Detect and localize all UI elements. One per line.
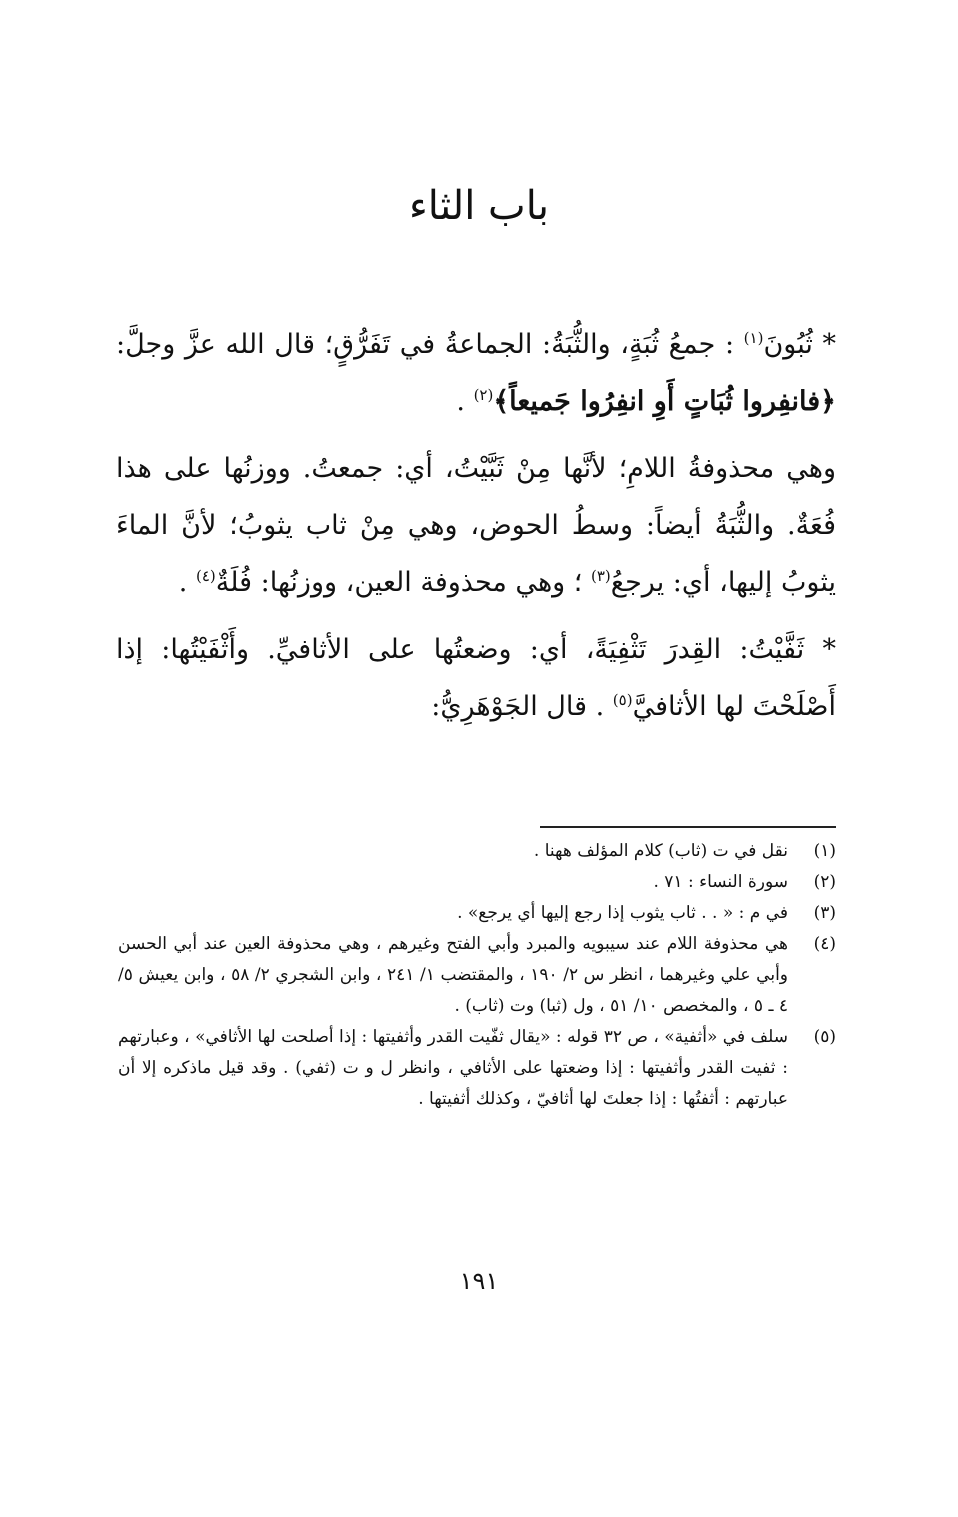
entry-text: : جمعُ ثُبَةٍ، والثُّبَةُ: الجماعةُ في تَفَرُّقٍ؛ قال الله عزَّ وجلَّ:	[116, 329, 744, 360]
page-number: ١٩١	[459, 1267, 499, 1295]
entry-text: * ثَفَّيْتُ: القِدرَ تَثْفِيَةً، أي: وضعتُها على الأثافيِّ. وأَثْفَيْتُها: إذا أَصْلَحْتَ لها الأثافيَّ	[116, 634, 836, 722]
footnotes	[118, 836, 836, 1115]
footnote-ref-2[interactable]: (٢)	[473, 386, 494, 404]
entry-end: .	[178, 567, 196, 598]
footnote-text: سلف في «أثفية» ، ص ٣٢ قوله : «يقال ثفّيت القدر وأثفيتها : إذا أصلحت لها الأثافي» ، وعبارتهم : ثفيت القدر وأثفيتها : إذا وضعتها على الأثافي ، وانظر ل و ت (ثفي) . وقد قيل ماذكره إلا أن عبارتهم : أثفتُها : إذا جعلتَ لها أثافيّ ، وكذلك أثفيتها .	[118, 1027, 788, 1109]
footnote	[118, 867, 836, 898]
quran-quote: ﴿فانفِروا ثُبَاتٍ أَوِ انفِرُوا جَميعاً﴾	[493, 386, 836, 417]
footnote-ref-3[interactable]: (٣)	[590, 567, 611, 585]
footnote-ref-5[interactable]: (٥)	[612, 691, 633, 709]
footnote	[118, 1022, 836, 1115]
footnote-ref-1[interactable]: (١)	[743, 329, 764, 347]
footnote-text: نقل في ت (ثاب) كلام المؤلف ههنا .	[533, 841, 788, 861]
footnote-number: (٤)	[813, 934, 836, 954]
entry-text: وهي محذوفةُ اللامِ؛ لأنَّها مِنْ ثَبَّيْتُ، أي: جمعتُ. ووزنُها على هذا فُعَةٌ. والثُّبَةُ أيضاً: وسطُ الحوض، وهي مِنْ ثاب يثوبُ؛ لأنَّ الماءَ يثوبُ إليها، أي: يرجعُ	[116, 453, 836, 598]
entry-thaffaytu	[116, 621, 836, 735]
footnote-text: سورة النساء : ٧١ .	[653, 872, 788, 892]
entry-text: ؛ وهي محذوفة العين، ووزنُها: فُلَةٌ	[215, 567, 591, 598]
footnote-number: (٣)	[813, 903, 836, 923]
chapter-title: باب الثاء	[408, 183, 550, 229]
entry-headword: * ثُبُونَ	[763, 329, 836, 360]
footnote	[118, 898, 836, 929]
footnote	[118, 836, 836, 867]
footnote-number: (٢)	[813, 872, 836, 892]
footnote-text: في م : « . . ثاب يثوب إذا رجع إليها أي يرجع» .	[457, 903, 788, 923]
main-text	[116, 316, 836, 735]
footnote-number: (٥)	[813, 1027, 836, 1047]
footnote	[118, 929, 836, 1022]
footnote-separator	[540, 826, 836, 828]
entry-end: .	[456, 386, 474, 417]
footnote-number: (١)	[813, 841, 836, 861]
footnote-ref-4[interactable]: (٤)	[195, 567, 216, 585]
footnote-text: هي محذوفة اللام عند سيبويه والمبرد وأبي الفتح وغيرهم ، وهي محذوفة العين عند أبي الحسن وأبي علي وغيرهما ، انظر س ٢/ ١٩٠ ، والمقتضب ١/ ٢٤١ ، وابن الشجري ٢/ ٥٨ ، وابن يعيش ٥/ ٤ ـ ٥ ، والمخصص ١٠/ ٥١ ، ول (ثبا) وت (ثاب) .	[118, 934, 788, 1016]
entry-thubun	[116, 316, 836, 430]
entry-text: . قال الجَوْهَرِيُّ:	[431, 691, 613, 722]
entry-explanation	[116, 440, 836, 611]
